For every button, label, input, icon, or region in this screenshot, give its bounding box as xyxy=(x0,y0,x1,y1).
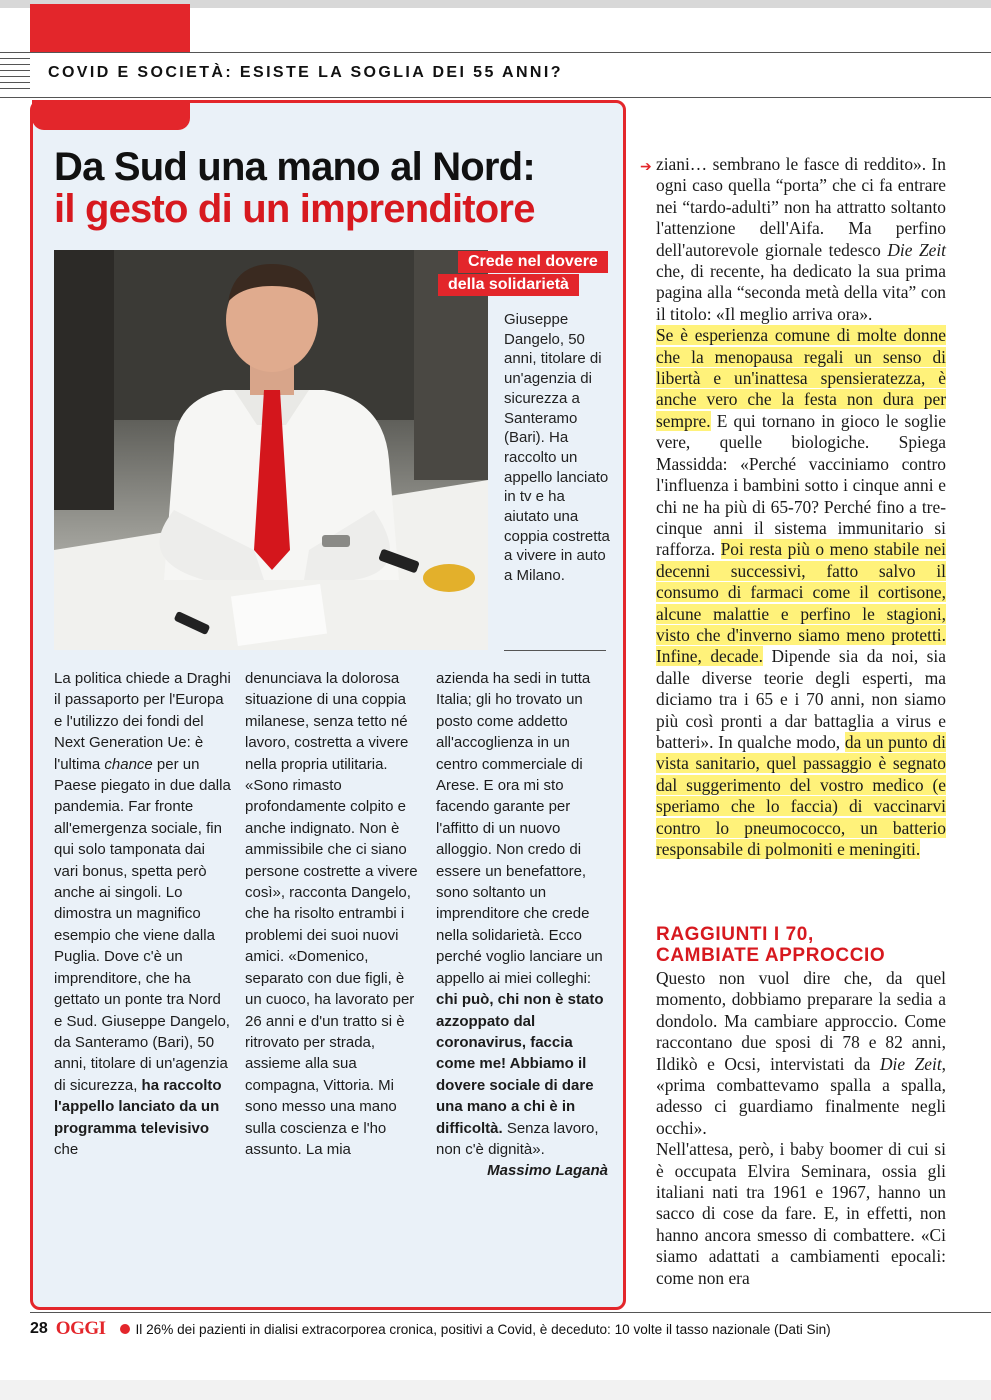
portrait-photo xyxy=(54,250,488,650)
section-title: COVID E SOCIETÀ: ESISTE LA SOGLIA DEI 55 ANNI? xyxy=(48,64,563,81)
highlight-3: da un punto di vista sanitario, quel passaggio è segnato dal suggerimento del vostro medico (e speriamo che lo faccia) di vaccinarvi contro lo pneumococco, un batterio responsabile di polmoniti e meningiti. xyxy=(656,731,946,859)
col3-bold: chi può, chi non è stato azzoppato dal coronavirus, faccia come me! Abbiamo il dovere sociale di dare una mano a chi è in difficoltà. xyxy=(436,991,604,1137)
footer-rule xyxy=(30,1312,991,1313)
col3-text-a: azienda ha sedi in tutta Italia; gli ho trovato un posto come addetto all'accoglienza in un centro commerciale di Arese. E ora mi sto facendo garante per l'affitto di un nuovo alloggio. Non credo di essere un benefattore, sono soltanto un imprenditore che crede nella solidarietà. Ecco perché voglio lanciare un appello ai miei colleghi: xyxy=(436,670,603,987)
magazine-logo: OGGI xyxy=(55,1318,106,1339)
col1-text-a: La politica chiede a Draghi il passaporto per l'Europa e l'utilizzo dei fondi del Next Generation Ue: è l'ultima xyxy=(54,670,231,773)
continuation-arrow-icon: ➔ xyxy=(640,158,652,174)
page-number: 28 xyxy=(30,1320,48,1337)
highlight-2: Poi resta più o meno stabile nei decenni successivi, fatto salvo il consumo di farmaci come il cortisone, alcune malattie e perfino le stagioni, visto che d'inverno siamo meno protetti. Infine, decade. xyxy=(656,539,947,667)
col1-text-b: per un Paese piegato in due dalla pandemia. Far fronte all'emergenza sociale, fin qui solo tamponata dai vari bonus, spetta però anche ai singoli. Lo dimostra un magnifico esempio che viene dalla Puglia. Dove c'è un imprenditore, che ha gettato un ponte tra Nord e Sud. Giuseppe Dangelo, da Santeramo (Bari), 50 anni, titolare di un'agenzia di sicurezza, xyxy=(54,755,231,1094)
highlight-1: Se è esperienza comune di molte donne che la menopausa regali un senso di libertà e un'inattesa spensieratezza, è anche vero che la festa non dura per sempre. xyxy=(656,325,946,431)
footer-note: Il 26% dei pazienti in dialisi extracorporea cronica, positivi a Covid, è deceduto: 10 volte il tasso nazionale (Dati Sin) xyxy=(135,1321,831,1337)
article-subhead xyxy=(656,924,946,966)
byline: Massimo Laganà xyxy=(487,1162,608,1180)
photo-tag-line-1: Crede nel dovere xyxy=(458,251,608,273)
box-headline xyxy=(54,146,614,230)
article-column-bottom xyxy=(656,968,946,1289)
headline-line-2: il gesto di un imprenditore xyxy=(54,187,535,231)
article-p3: Questo non vuol dire che, da quel momento, dobbiamo preparare la sedia a dondolo. Ma cambiare approccio. Come raccontano due sposi di 78 e 82 anni, Ildikò e Ocsi, intervistati da xyxy=(656,968,946,1074)
subhead-line-2: CAMBIATE APPROCCIO xyxy=(656,945,886,966)
photo-caption: Giuseppe Dangelo, 50 anni, titolare di un'agenzia di sicurezza a Santeramo (Bari). Ha raccolto un appello lanciato in tv e ha aiutato una coppia costretta a vivere in auto a Milano. xyxy=(504,311,610,585)
caption-rule xyxy=(504,650,606,651)
photo-tag-line-2: della solidarietà xyxy=(438,274,579,296)
bottom-edge xyxy=(0,1380,991,1400)
article-p1: ziani… sembrano le fasce di reddito». In ogni caso quella “porta” che ci fa entrare nei “tardo-adulti” non ha attratto soltanto l'attenzione dell'Aifa. Ma perfino dell'autorevole giornale tedesco xyxy=(656,154,946,260)
article-p3-emphasis: Die Zeit xyxy=(879,1053,942,1074)
article-p2-a: E qui tornano in gioco le soglie vere, quelle biologiche. Spiega Massidda: «Perché vacciniamo contro l'influenza i bambini sotto i cinque anni e chi ne ha più di 65-70? Perché fino a tre-cinque anni il sistema immunitario si rafforza. xyxy=(656,410,946,560)
col3-text-b: Senza lavoro, non c'è dignità». xyxy=(436,1119,599,1158)
col1-text-c: che xyxy=(54,1140,79,1158)
box-column-1 xyxy=(54,668,232,1160)
portrait-illustration xyxy=(54,250,488,650)
col2-text: denunciava la dolorosa situazione di una coppia milanese, senza tetto né lavoro, costretta a vivere nella propria utilitaria. «Sono rimasto profondamente colpito e anche indignato. Non è ammissibile che ci siano persone costrette a vivere così», racconta Dangelo, che ha risolto entrambi i problemi dei suoi nuovi amici. «Domenico, separato con due figli, è un cuoco, ha lavorato per 26 anni e d'un tratto si è ritrovato per strada, assieme alla sua compagna, Vittoria. Mi sono messo una mano sulla coscienza e l'ho assunto. La mia xyxy=(245,670,418,1158)
article-p4: Nell'attesa, però, i baby boomer di cui si è occupata Elvira Seminara, ossia gli italiani nati tra 1961 e 1967, hanno un sacco di cose da fare. E, in effetti, non hanno ancora smesso di combattere. «Ci siamo adattati a cambiamenti epocali: come non era xyxy=(656,1139,946,1288)
col1-emphasis: chance xyxy=(104,755,153,773)
subhead-line-1: RAGGIUNTI I 70, xyxy=(656,924,814,945)
article-p1-emphasis: Die Zeit xyxy=(887,239,946,260)
article-p3-end: , «prima combattevamo spalla a spalla, adesso ci guardiamo finalmente negli occhi». xyxy=(656,1053,947,1138)
headline-line-1: Da Sud una mano al Nord: xyxy=(54,145,535,189)
red-box-tab xyxy=(32,100,190,130)
article-column-top xyxy=(656,154,946,860)
red-section-tab xyxy=(30,4,190,52)
box-column-3 xyxy=(436,668,608,1182)
article-p1-end: che, di recente, ha dedicato la sua prima pagina alla “seconda metà della vita” con il titolo: «Il meglio arriva ora». xyxy=(656,261,946,324)
article-p2-b: Dipende sia da noi, sia dalle diverse teorie degli esperti, ma diciamo tra i 65 e i 70 anni, non siamo più così pronti a dar battaglia a virus e batteri». In qualche modo, xyxy=(656,646,946,752)
box-column-2 xyxy=(245,668,421,1160)
col1-bold: ha raccolto l'appello lanciato da un programma televisivo xyxy=(54,1076,222,1137)
bullet-dot-icon xyxy=(120,1324,130,1334)
page-footer xyxy=(30,1318,831,1340)
